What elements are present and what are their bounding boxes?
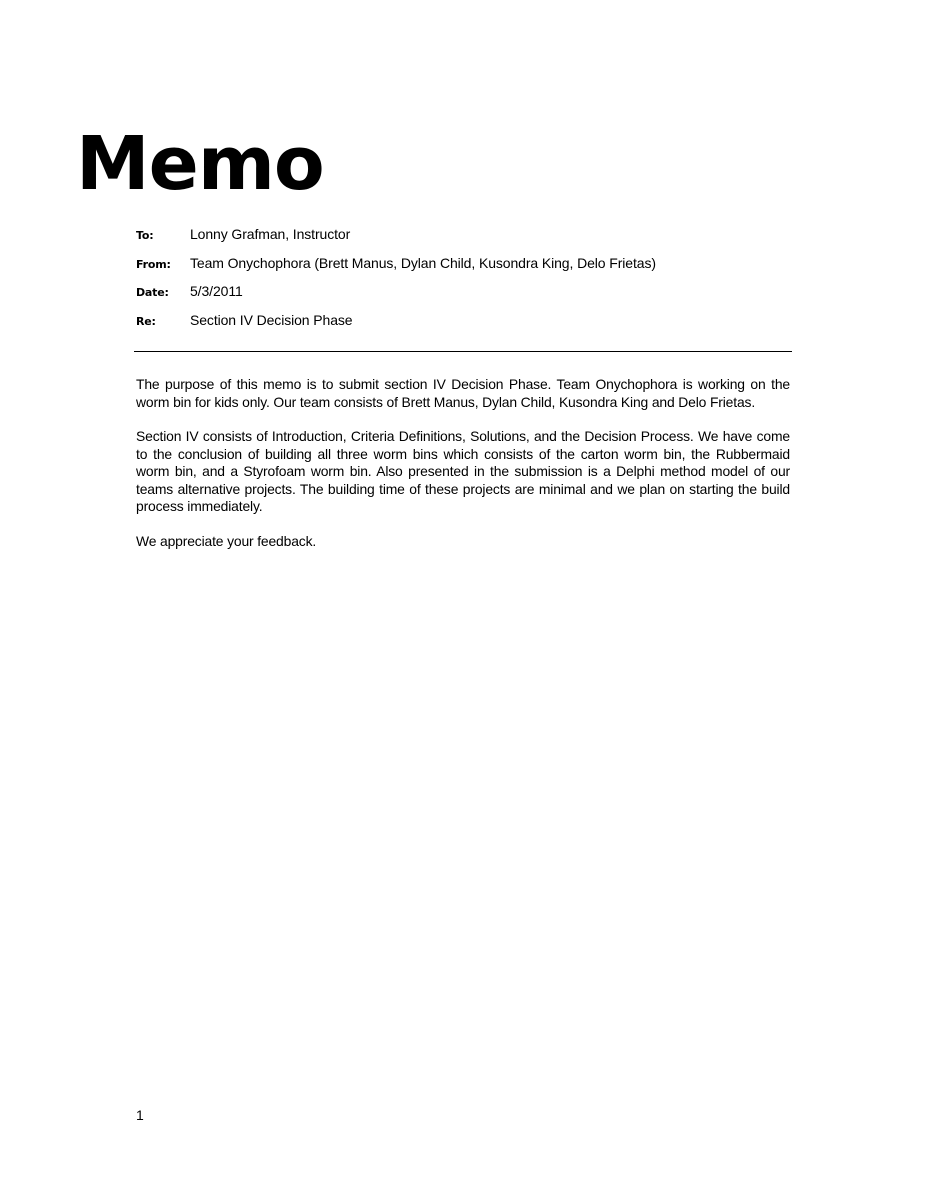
memo-title: Memo [76, 121, 324, 207]
re-label: Re: [136, 314, 156, 328]
page-number: 1 [136, 1107, 144, 1123]
re-value: Section IV Decision Phase [190, 311, 353, 328]
to-field [136, 226, 796, 255]
to-value: Lonny Grafman, Instructor [190, 226, 351, 242]
from-label: From: [136, 257, 171, 271]
from-field [136, 255, 796, 284]
re-field [136, 312, 796, 341]
body-paragraph-purpose: The purpose of this memo is to submit section IV Decision Phase. Team Onychophora is working on the worm bin for kids only. Our team consists of Brett Manus, Dylan Child, Kusondra King and Delo Frietas. [136, 376, 790, 410]
memo-body [136, 376, 790, 567]
to-label: To: [136, 229, 154, 242]
date-value: 5/3/2011 [190, 283, 243, 299]
from-value: Team Onychophora (Brett Manus, Dylan Child, Kusondra King, Delo Frietas) [190, 254, 656, 271]
date-field [136, 283, 796, 312]
body-paragraph-closing: We appreciate your feedback. [136, 532, 317, 549]
header-divider [134, 351, 792, 352]
memo-header-fields [136, 226, 796, 340]
body-paragraph-section-contents: Section IV consists of Introduction, Criteria Definitions, Solutions, and the Decision Process. We have come to the conclusion of building all three worm bins which consists of the carton worm bin, the Rubbermaid worm bin, and a Styrofoam worm bin. Also presented in the submission is a Delphi method model of our teams alternative projects. The building time of these projects are minimal and we plan on starting the build process immediately. [136, 428, 790, 514]
date-label: Date: [136, 286, 169, 299]
